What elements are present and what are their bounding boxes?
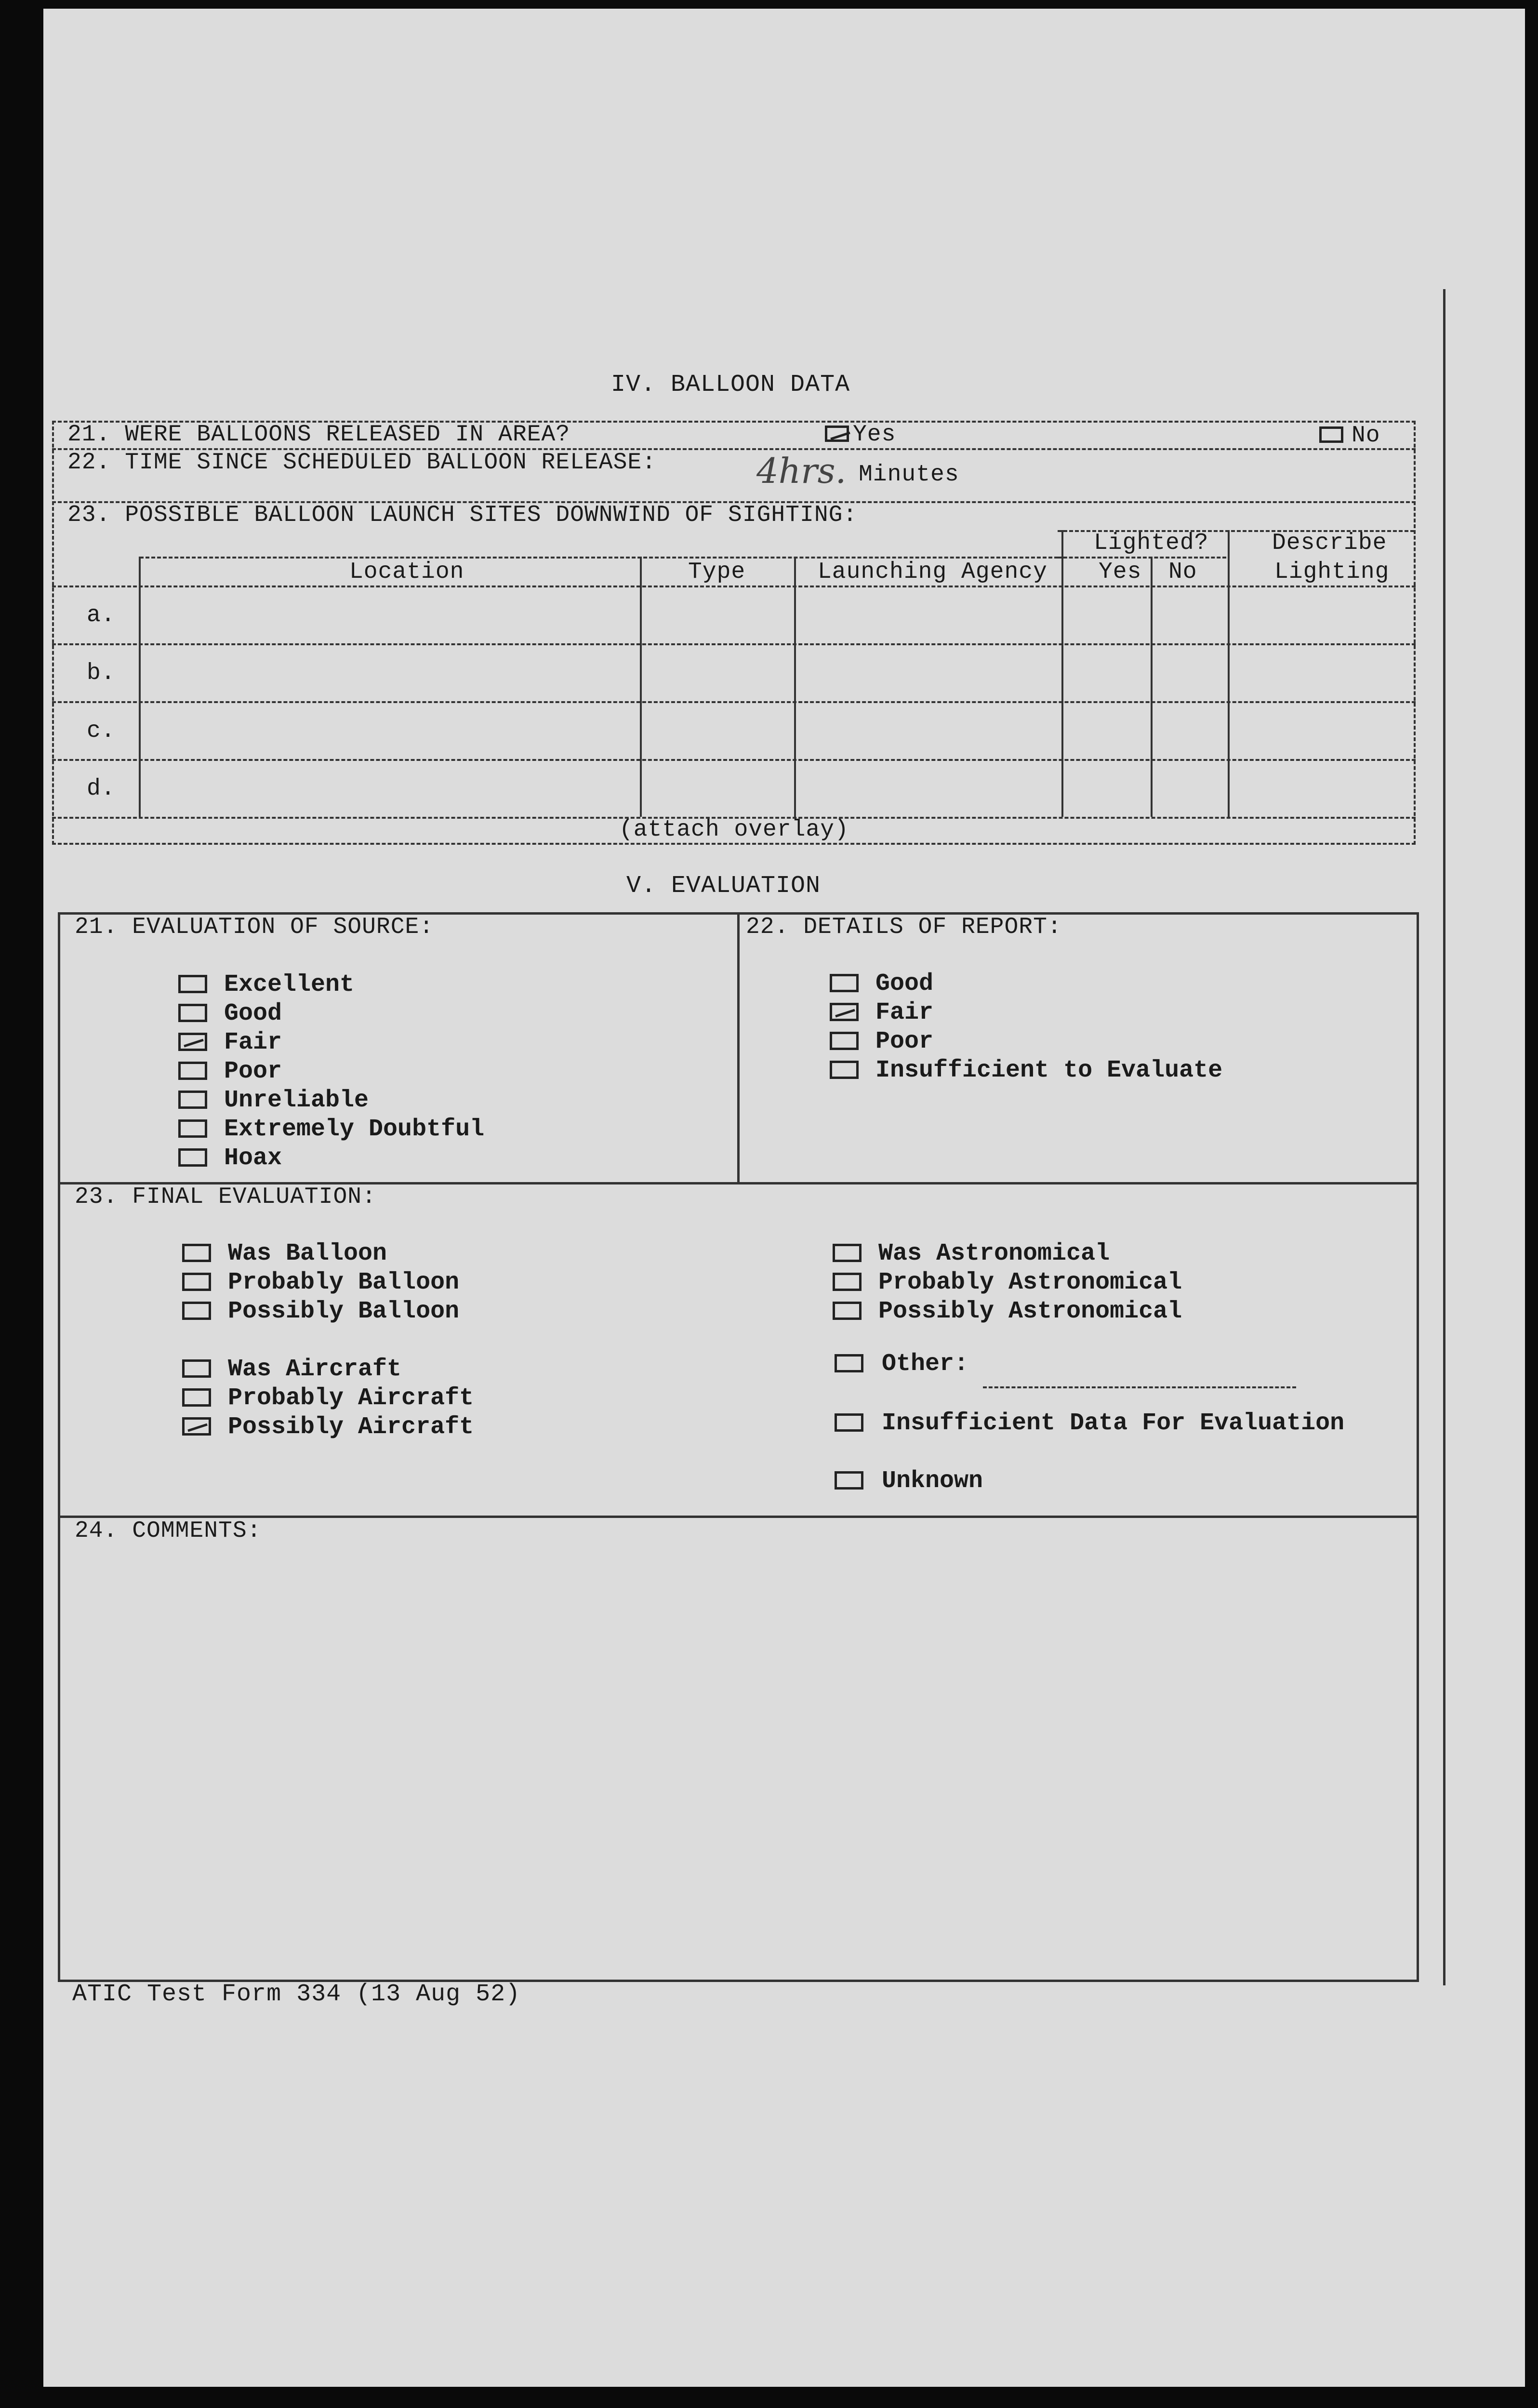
location-header: Location (349, 559, 464, 585)
insufficient-data-checkbox[interactable] (835, 1413, 863, 1432)
q21-label: 21. WERE BALLOONS RELEASED IN AREA? (67, 422, 570, 448)
final-aircraft-option-label: Probably Aircraft (228, 1384, 474, 1412)
final-balloon-option-checkbox[interactable] (182, 1302, 211, 1320)
comments-area[interactable] (63, 1547, 1412, 1976)
row-label-d: d. (87, 776, 116, 802)
yes-header: Yes (1099, 559, 1142, 585)
source-option-checkbox[interactable] (178, 1004, 207, 1022)
table-col (1061, 530, 1063, 817)
row-label-b: b. (87, 660, 116, 686)
no-header: No (1168, 559, 1197, 585)
final-aircraft-option-checkbox[interactable] (182, 1417, 211, 1436)
final-balloon-option-checkbox[interactable] (182, 1273, 211, 1291)
details-option-label: Fair (875, 999, 934, 1026)
lighted-header: Lighted? (1094, 530, 1209, 556)
table-line (1058, 557, 1226, 559)
page-right-rule (1443, 289, 1445, 1985)
balloon-data-box (52, 421, 1416, 845)
table-line (52, 585, 1416, 587)
details-option-checkbox[interactable] (830, 1003, 859, 1021)
q21-yes-checkbox[interactable] (825, 426, 849, 442)
section4-title: IV. BALLOON DATA (611, 371, 850, 399)
describe-header-1: Describe (1272, 530, 1387, 556)
q21-no-label: No (1352, 423, 1380, 449)
row-label-c: c. (87, 718, 116, 744)
final-aircraft-option-label: Was Aircraft (228, 1356, 402, 1383)
table-col (1228, 530, 1230, 817)
insufficient-data-label: Insufficient Data For Evaluation (882, 1410, 1345, 1437)
source-option-checkbox[interactable] (178, 975, 207, 993)
q22-unit: Minutes (859, 462, 959, 488)
details-option-label: Poor (875, 1028, 934, 1055)
source-option-checkbox[interactable] (178, 1091, 207, 1109)
final-aircraft-option-label: Possibly Aircraft (228, 1413, 474, 1441)
source-option-label: Fair (224, 1029, 282, 1056)
other-checkbox[interactable] (835, 1354, 863, 1372)
row-label-a: a. (87, 602, 116, 628)
type-header: Type (688, 559, 746, 585)
details-option-checkbox[interactable] (830, 1032, 859, 1050)
final-astronomical-option-label: Was Astronomical (878, 1240, 1110, 1267)
final-balloon-option-checkbox[interactable] (182, 1244, 211, 1262)
table-line (140, 557, 1058, 559)
box-divider (58, 1516, 1419, 1518)
details-report-label: 22. DETAILS OF REPORT: (746, 914, 1062, 940)
final-aircraft-option-checkbox[interactable] (182, 1359, 211, 1378)
source-option-label: Poor (224, 1058, 282, 1085)
source-option-checkbox[interactable] (178, 1062, 207, 1080)
source-option-checkbox[interactable] (178, 1033, 207, 1051)
table-line (52, 759, 1416, 761)
eval-source-label: 21. EVALUATION OF SOURCE: (75, 914, 434, 940)
final-eval-label: 23. FINAL EVALUATION: (75, 1184, 376, 1210)
final-astronomical-option-label: Possibly Astronomical (878, 1298, 1182, 1325)
q21-no-checkbox[interactable] (1319, 426, 1343, 443)
comments-label: 24. COMMENTS: (75, 1518, 262, 1544)
details-option-label: Good (875, 970, 934, 998)
source-option-label: Extremely Doubtful (224, 1116, 485, 1143)
final-aircraft-option-checkbox[interactable] (182, 1388, 211, 1407)
unknown-checkbox[interactable] (835, 1471, 863, 1490)
table-col (139, 557, 141, 817)
source-option-label: Good (224, 1000, 282, 1027)
section5-title: V. EVALUATION (626, 872, 821, 900)
form-footer: ATIC Test Form 334 (13 Aug 52) (72, 1981, 521, 2008)
box-divider (737, 912, 740, 1182)
final-balloon-option-label: Probably Balloon (228, 1269, 460, 1296)
q22-label: 22. TIME SINCE SCHEDULED BALLOON RELEASE: (67, 450, 656, 476)
details-option-label: Insufficient to Evaluate (875, 1057, 1223, 1084)
final-balloon-option-label: Possibly Balloon (228, 1298, 460, 1325)
attach-overlay-note: (attach overlay) (619, 817, 849, 843)
final-astronomical-option-checkbox[interactable] (833, 1244, 862, 1262)
agency-header: Launching Agency (818, 559, 1047, 585)
q21-yes-label: Yes (853, 422, 896, 448)
table-line (52, 701, 1416, 703)
final-astronomical-option-checkbox[interactable] (833, 1273, 862, 1291)
source-option-checkbox[interactable] (178, 1119, 207, 1138)
source-option-label: Hoax (224, 1144, 282, 1172)
final-astronomical-option-checkbox[interactable] (833, 1302, 862, 1320)
q23-label: 23. POSSIBLE BALLOON LAUNCH SITES DOWNWIND OF SIGHTING: (67, 502, 858, 528)
q22-handwritten-value: 4hrs. (756, 451, 847, 491)
final-balloon-option-label: Was Balloon (228, 1240, 387, 1267)
table-line (52, 643, 1416, 645)
table-col (1151, 557, 1153, 817)
other-label: Other: (882, 1350, 969, 1378)
source-option-checkbox[interactable] (178, 1148, 207, 1167)
table-col (640, 557, 642, 817)
details-option-checkbox[interactable] (830, 1061, 859, 1079)
table-col (794, 557, 796, 817)
source-option-label: Unreliable (224, 1087, 369, 1114)
describe-header-2: Lighting (1274, 559, 1390, 585)
details-option-checkbox[interactable] (830, 974, 859, 992)
other-input-line[interactable] (983, 1386, 1296, 1388)
final-astronomical-option-label: Probably Astronomical (878, 1269, 1182, 1296)
source-option-label: Excellent (224, 971, 355, 998)
unknown-label: Unknown (882, 1467, 983, 1495)
